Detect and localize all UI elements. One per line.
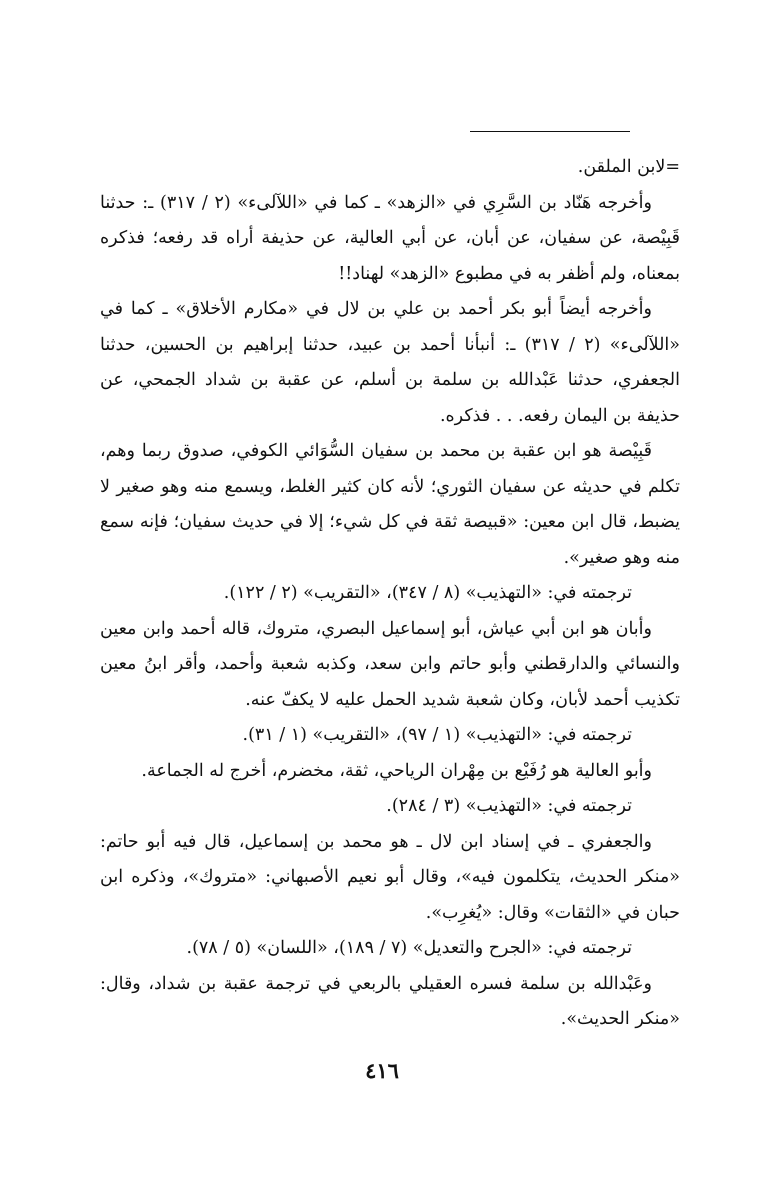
- footnote-text: [100, 150, 680, 1038]
- paragraph: ترجمته في: «التهذيب» (٣ / ٢٨٤).: [386, 796, 632, 816]
- paragraph: وأبان هو ابن أبي عياش، أبو إسماعيل البصري، متروك، قاله أحمد وابن معين والنسائي والدارقطني وأبو حاتم وابن سعد، وكذبه شعبة وأحمد، وأقر ابنُ معين تكذيب أحمد لأبان، وكان شعبة شديد الحمل عليه لا يكفّ عنه.: [100, 618, 680, 710]
- page-number: ٤١٦: [365, 1058, 399, 1083]
- paragraph: وأخرجه أيضاً أبو بكر أحمد بن علي بن لال في «مكارم الأخلاق» ـ كما في «اللآلىء» (٢ / ٣١٧) ـ: أنبأنا أحمد بن عبيد، حدثنا إبراهيم بن الحسين، حدثنا الجعفري، حدثنا عَبْدالله بن سلمة بن أسلم، عن عقبة بن شداد الجمحي، عن حذيفة بن اليمان رفعه. . . فذكره.: [100, 299, 680, 426]
- paragraph: وعَبْدالله بن سلمة فسره العقيلي بالربعي في ترجمة عقبة بن شداد، وقال: «منكر الحديث».: [100, 973, 680, 1029]
- paragraph: =لابن الملقن.: [577, 157, 680, 177]
- paragraph: ترجمته في: «التهذيب» (٨ / ٣٤٧)، «التقريب» (٢ / ١٢٢).: [223, 583, 632, 603]
- paragraph: قَبِيْصة هو ابن عقبة بن محمد بن سفيان السُّوَائي الكوفي، صدوق ربما وهم، تكلم في حديثه عن سفيان الثوري؛ لأنه كان كثير الغلط، ويسمع منه وهو صغير لا يضبط، قال ابن معين: «قبيصة ثقة في كل شيء؛ إلا في حديث سفيان؛ فإنه سمع منه وهو صغير».: [100, 441, 680, 568]
- paragraph: والجعفري ـ في إسناد ابن لال ـ هو محمد بن إسماعيل، قال فيه أبو حاتم: «منكر الحديث، يتكلمون فيه»، وقال أبو نعيم الأصبهاني: «متروك»، وذكره ابن حبان في «الثقات» وقال: «يُغرِب».: [100, 831, 680, 923]
- footnote-separator: [470, 131, 630, 132]
- paragraph: وأخرجه هَنّاد بن السَّرِي في «الزهد» ـ كما في «اللآلىء» (٢ / ٣١٧) ـ: حدثنا قَبِيْصة، عن سفيان، عن أبان، عن أبي العالية، عن حذيفة أراه قد رفعه؛ فذكره بمعناه، ولم أظفر به في مطبوع «الزهد» لهناد!!: [100, 192, 680, 284]
- paragraph: ترجمته في: «التهذيب» (١ / ٩٧)، «التقريب» (١ / ٣١).: [242, 725, 632, 745]
- paragraph: وأبو العالية هو رُفَيْع بن مِهْران الرياحي، ثقة، مخضرم، أخرج له الجماعة.: [141, 760, 652, 781]
- paragraph: ترجمته في: «الجرح والتعديل» (٧ / ١٨٩)، «اللسان» (٥ / ٧٨).: [186, 938, 632, 958]
